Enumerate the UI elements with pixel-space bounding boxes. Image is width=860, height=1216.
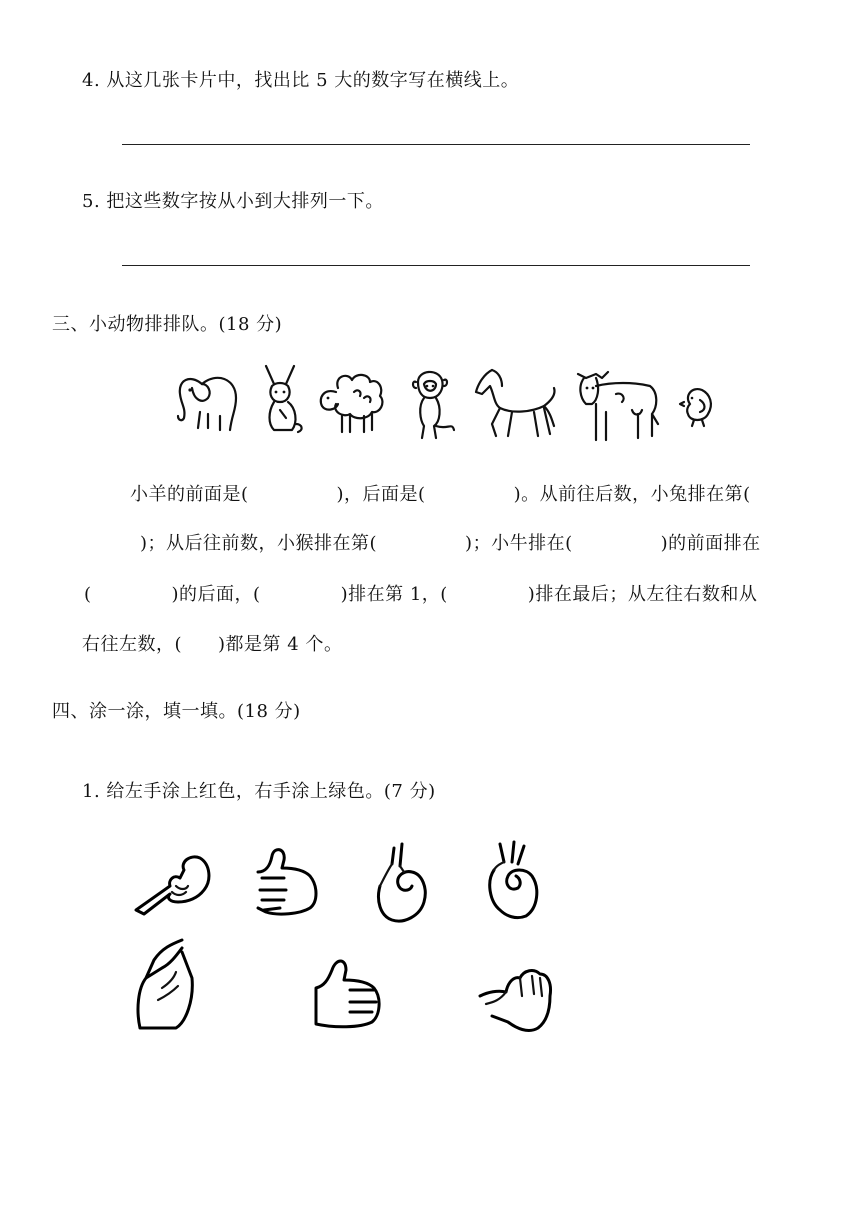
text-fragment: )排在最后；从左往右数和从	[527, 584, 758, 605]
text-fragment: 小羊的前面是(	[130, 484, 249, 505]
horse-icon	[476, 370, 555, 436]
text-fragment: )。从前往后数，小兔排在第(	[513, 484, 751, 505]
cow-icon	[578, 372, 658, 440]
text-fragment: 右往左数，(	[82, 634, 183, 655]
text-fragment: )，后面是(	[336, 484, 426, 505]
sheep-icon	[321, 375, 383, 432]
hand-drawings	[120, 830, 580, 1045]
answer-line-q5[interactable]	[122, 265, 750, 266]
monkey-icon	[413, 372, 454, 438]
section-3-title: 三、小动物排排队。(18 分)	[52, 314, 283, 335]
text-fragment: )的后面，(	[171, 584, 261, 605]
question-4: 4. 从这几张卡片中，找出比 5 大的数字写在横线上。	[82, 70, 520, 91]
pinch-hand-icon[interactable]	[138, 940, 192, 1028]
text-fragment: )；小牛排在(	[465, 533, 573, 554]
pointing-hand-icon[interactable]	[136, 857, 209, 914]
fist-hand-icon[interactable]	[480, 971, 551, 1031]
fill-line-2	[140, 529, 761, 555]
text-fragment: (	[84, 584, 92, 605]
ok-hand-icon[interactable]	[379, 844, 426, 921]
animal-queue	[172, 364, 732, 448]
rabbit-icon	[266, 366, 302, 432]
chick-icon	[680, 389, 711, 426]
text-fragment: )都是第 4 个。	[218, 634, 343, 655]
ok-hand-icon[interactable]	[490, 842, 537, 918]
fill-line-1	[130, 480, 751, 506]
thumbs-up-hand-icon[interactable]	[258, 850, 316, 914]
text-fragment: )排在第 1，(	[340, 584, 448, 605]
elephant-icon	[178, 378, 236, 430]
fill-line-4	[82, 630, 342, 656]
section-4-question-1: 1. 给左手涂上红色，右手涂上绿色。(7 分)	[82, 781, 436, 802]
text-fragment: )的前面排在	[660, 533, 761, 554]
answer-line-q4[interactable]	[122, 144, 750, 145]
fill-line-3	[84, 580, 757, 606]
text-fragment: )；从后往前数，小猴排在第(	[140, 533, 378, 554]
section-4-title: 四、涂一涂，填一填。(18 分)	[52, 701, 301, 722]
thumbs-up-hand-icon[interactable]	[316, 961, 379, 1027]
question-5: 5. 把这些数字按从小到大排列一下。	[82, 191, 384, 212]
